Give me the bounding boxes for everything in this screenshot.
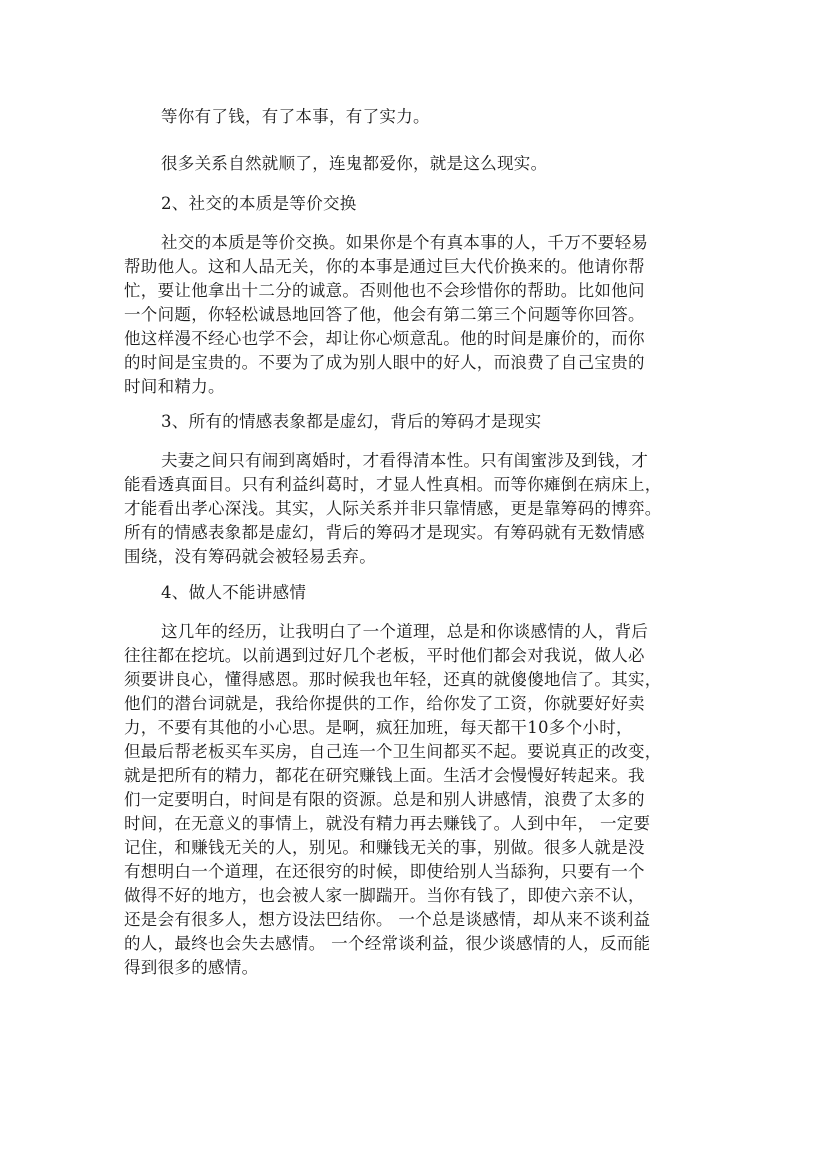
section-4-line-5: 力，不要有其他的小心思。是啊，疯狂加班，每天都干10多个小时，	[124, 718, 633, 737]
section-heading-3: 3、所有的情感表象都是虚幻，背后的筹码才是现实	[161, 412, 542, 431]
section-4-line-6: 但最后帮老板买车买房，自己连一个卫生间都买不起。要说真正的改变，	[124, 742, 662, 761]
section-4-line-3: 须要讲良心，懂得感恩。那时候我也年轻，还真的就傻傻地信了。其实，	[124, 670, 662, 689]
section-4-line-4: 他们的潜台词就是，我给你提供的工作，给你发了工资，你就要好好卖	[124, 694, 645, 713]
section-heading-2: 2、社交的本质是等价交换	[161, 194, 357, 213]
section-4-line-12: 做得不好的地方，也会被人家一脚踹开。当你有钱了，即使六亲不认，	[124, 886, 645, 905]
section-2-line-4: 一个问题，你轻松诚恳地回答了他，他会有第二第三个问题等你回答。	[124, 305, 645, 324]
section-2-line-7: 时间和精力。	[124, 377, 225, 396]
section-4-line-15: 得到很多的感情。	[124, 958, 259, 977]
section-4-line-9: 时间，在无意义的事情上，就没有精力再去赚钱了。人到中年， 一定要	[124, 814, 651, 833]
section-4-line-8: 们一定要明白，时间是有限的资源。总是和别人讲感情，浪费了太多的	[124, 790, 645, 809]
section-3-line-2: 能看透真面目。只有利益纠葛时，才显人性真相。而等你瘫倒在病床上，	[124, 475, 662, 494]
section-4-line-1: 这几年的经历，让我明白了一个道理，总是和你谈感情的人，背后	[161, 622, 649, 641]
section-3-line-4: 所有的情感表象都是虚幻，背后的筹码才是现实。有筹码就有无数情感	[124, 523, 645, 542]
intro-line-2: 很多关系自然就顺了，连鬼都爱你，就是这么现实。	[161, 154, 548, 173]
section-2-line-2: 帮助他人。这和人品无关，你的本事是通过巨大代价换来的。他请你帮	[124, 257, 645, 276]
section-4-line-14: 的人，最终也会失去感情。 一个经常谈利益，很少谈感情的人，反而能	[124, 934, 651, 953]
section-3-line-3: 才能看出孝心深浅。其实，人际关系并非只靠情感，更是靠筹码的博弈。	[124, 499, 662, 518]
intro-line-1: 等你有了钱，有了本事，有了实力。	[161, 107, 430, 126]
section-3-line-5: 围绕，没有筹码就会被轻易丢弃。	[124, 547, 376, 566]
section-2-line-5: 他这样漫不经心也学不会，却让你心烦意乱。他的时间是廉价的，而你	[124, 329, 645, 348]
section-2-line-6: 的时间是宝贵的。不要为了成为别人眼中的好人，而浪费了自己宝贵的	[124, 353, 645, 372]
section-3-line-1: 夫妻之间只有闹到离婚时，才看得清本性。只有闺蜜涉及到钱，才	[161, 451, 649, 470]
section-4-line-2: 往往都在挖坑。以前遇到过好几个老板，平时他们都会对我说，做人必	[124, 646, 645, 665]
section-4-line-10: 记住，和赚钱无关的人，别见。和赚钱无关的事，别做。很多人就是没	[124, 838, 645, 857]
section-heading-4: 4、做人不能讲感情	[161, 583, 307, 602]
section-2-line-1: 社交的本质是等价交换。如果你是个有真本事的人，千万不要轻易	[161, 233, 649, 252]
section-4-line-7: 就是把所有的精力，都花在研究赚钱上面。生活才会慢慢好转起来。我	[124, 766, 645, 785]
section-2-line-3: 忙，要让他拿出十二分的诚意。否则他也不会珍惜你的帮助。比如他问	[124, 281, 645, 300]
section-4-line-13: 还是会有很多人，想方设法巴结你。 一个总是谈感情，却从来不谈利益	[124, 910, 651, 929]
section-4-line-11: 有想明白一个道理，在还很穷的时候，即使给别人当舔狗，只要有一个	[124, 862, 645, 881]
